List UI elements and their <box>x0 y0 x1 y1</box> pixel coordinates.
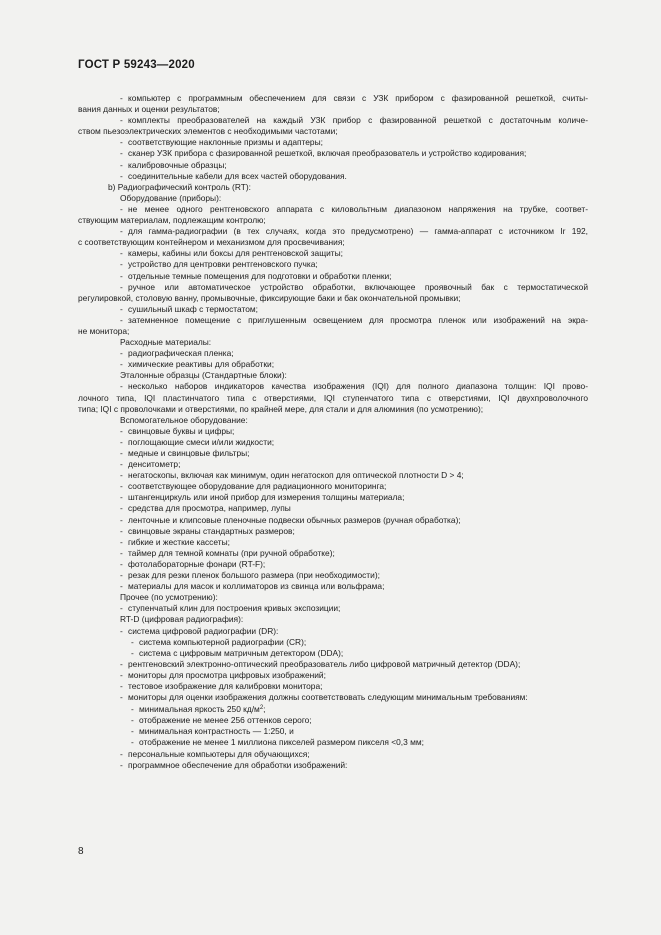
list-item <box>78 437 588 448</box>
document-body <box>78 93 588 771</box>
list-item <box>78 459 588 470</box>
list-item-text: рентгеновский электронно-оптический преобразователь либо цифровой матричный детектор (DDA); <box>128 658 521 669</box>
list-item <box>78 603 588 614</box>
list-item-text: минимальная яркость 250 кд/м <box>139 704 260 715</box>
list-item <box>78 559 588 570</box>
list-item <box>78 749 588 760</box>
list-item-text: резак для резки пленок большого размера (при необходимости); <box>128 570 380 581</box>
dash-marker: - <box>120 514 123 525</box>
list-item <box>78 381 588 392</box>
dash-marker: - <box>120 669 123 680</box>
list-item-text: отображение не менее 256 оттенков серого; <box>139 715 312 726</box>
list-item-text: компьютер с программным обеспечением для связи с УЗК прибором с фазированной решеткой, считы- <box>128 93 588 103</box>
dash-marker: - <box>120 314 123 325</box>
dash-marker: - <box>120 680 123 691</box>
list-item <box>78 359 588 370</box>
sub-list-item <box>78 703 588 715</box>
list-item-text: штангенциркуль или иной прибор для измерения толщины материала; <box>128 492 405 503</box>
dash-marker: - <box>120 603 123 614</box>
list-item <box>78 248 588 259</box>
list-item-text: ступенчатый клин для построения кривых экспозиции; <box>128 603 341 614</box>
dash-marker: - <box>120 281 123 292</box>
list-item-text: поглощающие смеси и/или жидкости; <box>128 436 275 447</box>
list-item-text: таймер для темной комнаты (при ручной обработке); <box>128 547 335 558</box>
list-item <box>78 626 588 637</box>
dash-marker: - <box>120 759 123 770</box>
dash-marker: - <box>120 658 123 669</box>
list-item-text: соответствующие наклонные призмы и адаптеры; <box>128 137 323 148</box>
list-item <box>78 315 588 326</box>
dash-marker: - <box>120 148 123 159</box>
list-item <box>78 148 588 159</box>
continuation-line: лочного типа, IQI пластинчатого типа с отверстиями, IQI ступенчатого типа с отверстиями, IQI двухпроволочного <box>78 392 588 403</box>
dash-marker: - <box>120 303 123 314</box>
group-heading: Расходные материалы: <box>120 337 212 348</box>
list-item-text: затемненное помещение с приглушенным освещением для просмотра пленок или изображений на экра- <box>128 314 588 325</box>
dash-marker: - <box>120 625 123 636</box>
list-item-text: соединительные кабели для всех частей оборудования. <box>128 170 347 181</box>
list-item-text: устройство для центровки рентгеновского пучка; <box>128 259 318 270</box>
list-item <box>78 570 588 581</box>
list-item <box>78 93 588 104</box>
dash-marker: - <box>120 159 123 170</box>
group-heading: Эталонные образцы (Стандартные блоки): <box>120 370 287 381</box>
list-item-text: отображение не менее 1 миллиона пикселей размером пикселя <0,3 мм; <box>139 737 424 748</box>
list-item-text: программное обеспечение для обработки изображений: <box>128 759 348 770</box>
sub-list-item <box>78 715 588 726</box>
continuation-line: типа; IQI с проволочками и отверстиями, по крайней мере, для стали и для алюминия (по усмотрению); <box>78 403 484 414</box>
continuation-line: регулировкой, столовую ванну, промывочные, фиксирующие баки и бак окончательной промывки; <box>78 292 461 303</box>
list-item <box>78 659 588 670</box>
list-item-text: мониторы для оценки изображения должны соответствовать следующим минимальным требованиям: <box>128 692 528 703</box>
list-item-text: система с цифровым матричным детектором (DDA); <box>139 647 344 658</box>
dash-marker: - <box>120 259 123 270</box>
dash-marker: - <box>131 737 134 748</box>
list-item-text: свинцовые буквы и цифры; <box>128 425 235 436</box>
list-item-text: химические реактивы для обработки; <box>128 359 275 370</box>
list-item-text: минимальная контрастность — 1:250, и <box>139 726 294 737</box>
list-item <box>78 492 588 503</box>
dash-marker: - <box>120 748 123 759</box>
list-item <box>78 282 588 293</box>
dash-marker: - <box>120 381 123 392</box>
list-item <box>78 226 588 237</box>
continuation-line: ствующим материалам, подлежащим контролю; <box>78 215 266 226</box>
sub-list-item <box>78 637 588 648</box>
group-heading: Прочее (по усмотрению): <box>120 592 218 603</box>
list-item-text: система компьютерной радиографии (CR); <box>139 636 307 647</box>
list-item <box>78 304 588 315</box>
list-item <box>78 503 588 514</box>
dash-marker: - <box>120 359 123 370</box>
continuation-line: не монитора; <box>78 325 130 336</box>
list-item-text: денситометр; <box>128 459 181 470</box>
list-item <box>78 681 588 692</box>
dash-marker: - <box>131 715 134 726</box>
dash-marker: - <box>120 115 123 126</box>
list-item-text: гибкие и жесткие кассеты; <box>128 536 230 547</box>
dash-marker: - <box>120 692 123 703</box>
dash-marker: - <box>120 93 123 103</box>
dash-marker: - <box>120 459 123 470</box>
list-item-text: медные и свинцовые фильтры; <box>128 448 250 458</box>
list-item-text: материалы для масок и коллиматоров из свинца или вольфрама; <box>128 581 385 592</box>
list-item <box>78 115 588 126</box>
dash-marker: - <box>120 448 123 458</box>
dash-marker: - <box>120 525 123 536</box>
dash-marker: - <box>131 704 134 715</box>
list-item <box>78 548 588 559</box>
dash-marker: - <box>120 203 123 214</box>
dash-marker: - <box>120 270 123 281</box>
list-item <box>78 692 588 703</box>
list-item <box>78 271 588 282</box>
list-item <box>78 470 588 481</box>
list-item-text: ленточные и клипсовые пленочные подвески обычных размеров (ручная обработка); <box>128 514 461 525</box>
list-item-text: для гамма-радиографии (в тех случаях, когда это предусмотрено) — гамма-аппарат с источником Ir 192, <box>128 226 588 237</box>
continuation-line: с соответствующим контейнером и механизмом для просвечивания; <box>78 237 345 248</box>
list-item-text: радиографическая пленка; <box>128 348 234 359</box>
list-item-text: камеры, кабины или боксы для рентгеновской защиты; <box>128 248 343 259</box>
sub-list-item <box>78 737 588 748</box>
sub-list-item <box>78 726 588 737</box>
list-item-text: система цифровой радиографии (DR): <box>128 625 279 636</box>
list-item <box>78 481 588 492</box>
superscript: 2 <box>259 705 264 712</box>
dash-marker: - <box>120 570 123 581</box>
list-item <box>78 137 588 148</box>
dash-marker: - <box>120 425 123 436</box>
dash-marker: - <box>120 436 123 447</box>
trailing-punct: ; <box>263 704 266 715</box>
list-item <box>78 581 588 592</box>
list-item <box>78 426 588 437</box>
list-item <box>78 204 588 215</box>
list-item-text: сканер УЗК прибора с фазированной решеткой, включая преобразователь и устройство кодирования; <box>128 148 527 159</box>
dash-marker: - <box>120 547 123 558</box>
dash-marker: - <box>131 726 134 737</box>
list-item <box>78 171 588 182</box>
dash-marker: - <box>120 248 123 259</box>
page-number: 8 <box>78 846 84 857</box>
list-item-text: негатоскопы, включая как минимум, один негатоскоп для оптической плотности D > 4; <box>128 470 464 481</box>
list-item <box>78 515 588 526</box>
list-item <box>78 526 588 537</box>
dash-marker: - <box>120 581 123 592</box>
list-item-text: мониторы для просмотра цифровых изображений; <box>128 669 326 680</box>
list-item <box>78 670 588 681</box>
dash-marker: - <box>120 558 123 569</box>
list-item-text: сушильный шкаф с термостатом; <box>128 303 258 314</box>
list-item <box>78 259 588 270</box>
list-item-text: не менее одного рентгеновского аппарата с киловольтным диапазоном напряжения на трубке, соответ- <box>128 203 588 214</box>
list-item-text: тестовое изображение для калибровки монитора; <box>128 680 323 691</box>
sub-list-item <box>78 648 588 659</box>
list-item-text: ручное или автоматическое устройство обработки, включающее проявочный бак с термостатической <box>128 281 588 292</box>
list-item-text: калибровочные образцы; <box>128 159 227 170</box>
continuation-line: вания данных и оценки результатов; <box>78 104 220 115</box>
dash-marker: - <box>120 226 123 237</box>
list-item-text: отдельные темные помещения для подготовки и обработки пленки; <box>128 270 392 281</box>
list-item <box>78 160 588 171</box>
subsection-heading: b) Радиографический контроль (RT): <box>108 181 251 192</box>
dash-marker: - <box>131 636 134 647</box>
dash-marker: - <box>120 348 123 359</box>
standard-header: ГОСТ Р 59243—2020 <box>78 59 195 71</box>
dash-marker: - <box>120 481 123 492</box>
group-heading: Оборудование (приборы): <box>120 192 222 203</box>
continuation-line: ством пьезоэлектрических элементов с необходимыми частотами; <box>78 126 338 137</box>
dash-marker: - <box>120 170 123 181</box>
list-item <box>78 760 588 771</box>
group-heading: RT-D (цифровая радиография): <box>120 614 244 625</box>
dash-marker: - <box>120 137 123 148</box>
list-item-text: средства для просмотра, например, лупы <box>128 503 291 514</box>
list-item-text: свинцовые экраны стандартных размеров; <box>128 525 295 536</box>
dash-marker: - <box>131 647 134 658</box>
list-item <box>78 448 588 459</box>
list-item <box>78 537 588 548</box>
list-item-text: персональные компьютеры для обучающихся; <box>128 748 310 759</box>
list-item-text: несколько наборов индикаторов качества изображения (IQI) для полного диапазона толщин: IQI прово- <box>128 381 588 392</box>
group-heading: Вспомогательное оборудование: <box>120 414 248 425</box>
dash-marker: - <box>120 470 123 481</box>
list-item <box>78 348 588 359</box>
dash-marker: - <box>120 492 123 503</box>
list-item-text: комплекты преобразователей на каждый УЗК прибор с фазированной решеткой с достаточным количе- <box>128 115 588 126</box>
dash-marker: - <box>120 536 123 547</box>
list-item-text: соответствующее оборудование для радиационного мониторинга; <box>128 481 387 492</box>
dash-marker: - <box>120 503 123 514</box>
list-item-text: фотолабораторные фонари (RT-F); <box>128 558 266 569</box>
